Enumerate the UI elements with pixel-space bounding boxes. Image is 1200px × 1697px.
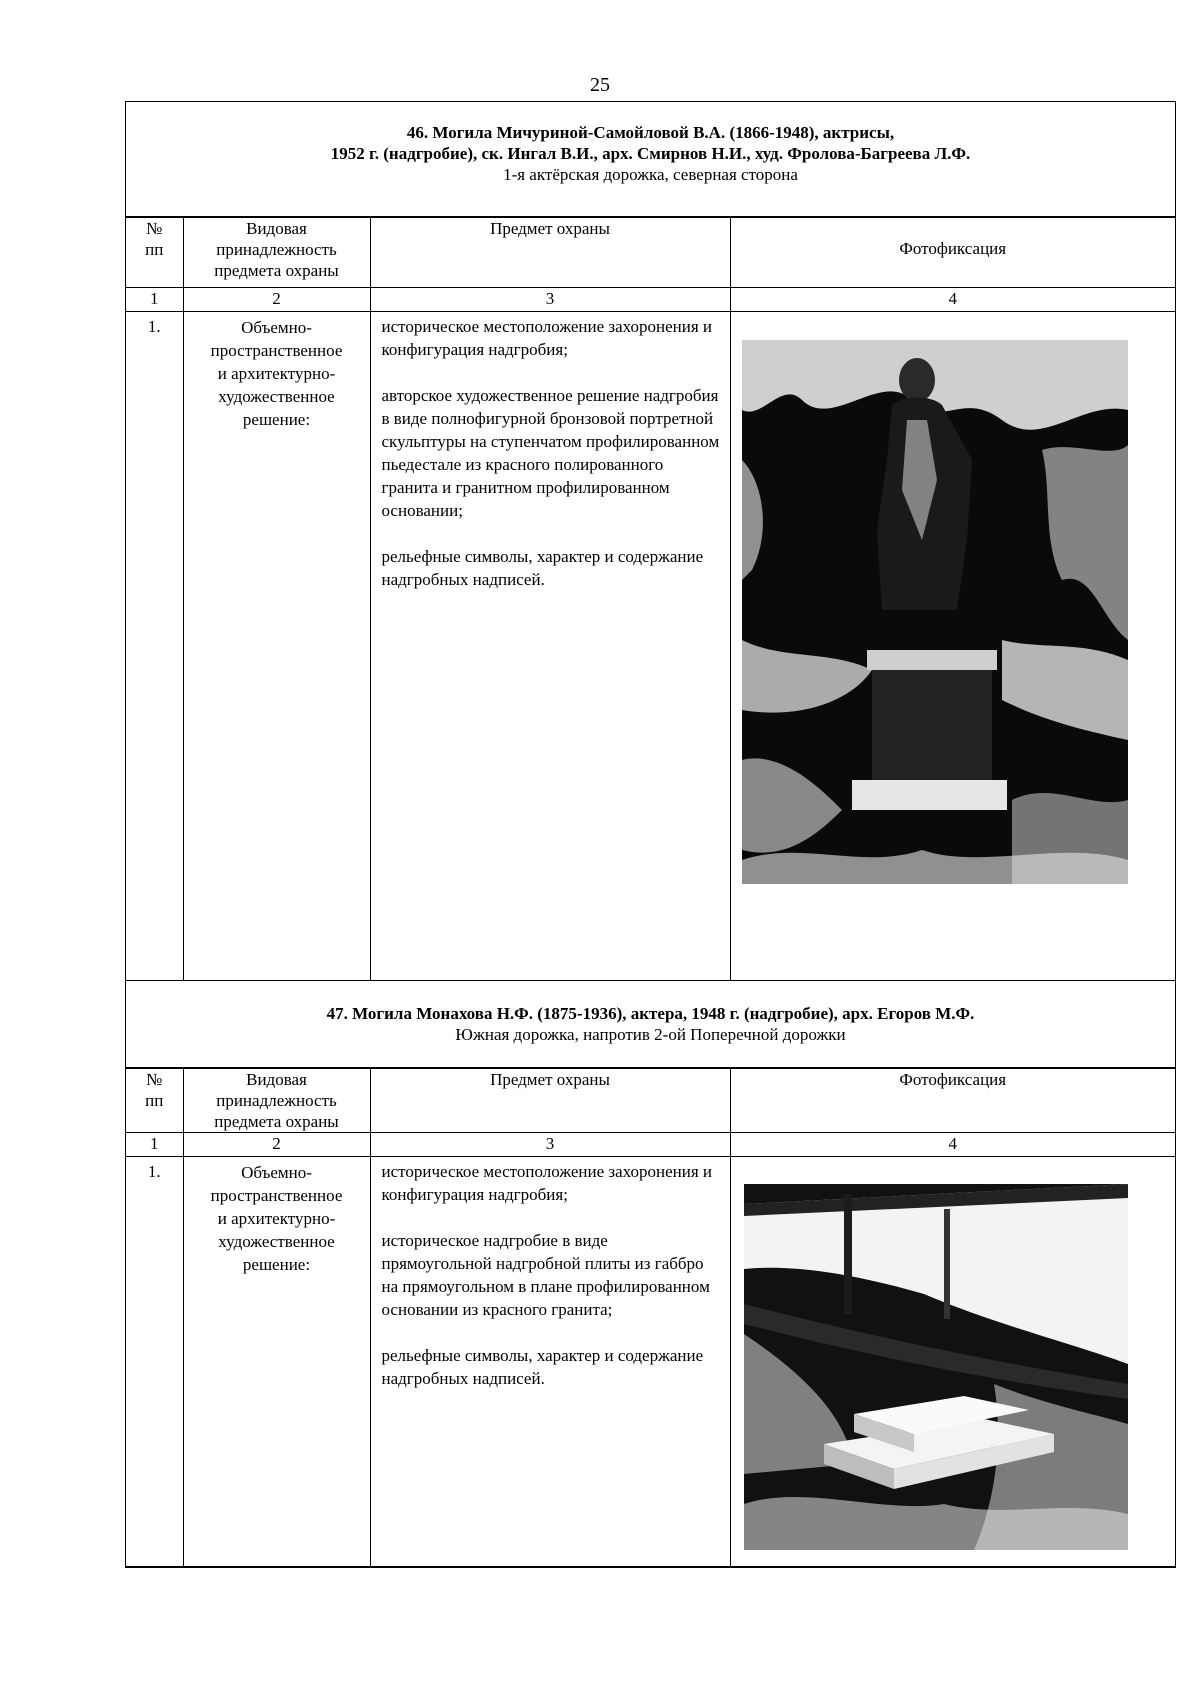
header-num: № пп: [126, 1069, 183, 1133]
col-number: 4: [730, 1133, 1175, 1157]
photo-cell: [730, 312, 1175, 981]
col-number: 4: [730, 288, 1175, 312]
table-row: [126, 312, 1175, 981]
col-number: 1: [126, 1133, 183, 1157]
row-subject: [370, 312, 730, 981]
subject-paragraph: рельефные символы, характер и содержание надгробных надписей.: [381, 547, 704, 589]
header-type: Видовая принадлежность предмета охраны: [183, 1069, 370, 1133]
col-number: 1: [126, 288, 183, 312]
col-number: 2: [183, 1133, 370, 1157]
row-number: 1.: [126, 1157, 183, 1567]
row-type: Объемно- пространственное и архитектурно- художественное решение:: [183, 312, 370, 981]
grave-slab-photo: [744, 1184, 1128, 1550]
section-header-46: [126, 102, 1175, 217]
col-number: 3: [370, 1133, 730, 1157]
header-num: № пп: [126, 218, 183, 288]
section-location: 1-я актёрская дорожка, северная сторона: [503, 165, 798, 184]
photo-cell: [730, 1157, 1175, 1567]
column-number-row: [126, 1133, 1175, 1157]
header-subject: Предмет охраны: [370, 218, 730, 288]
section-title-line2: 1952 г. (надгробие), ск. Ингал В.И., арх. Смирнов Н.И., худ. Фролова-Багреева Л.Ф.: [330, 144, 971, 163]
row-number: 1.: [126, 312, 183, 981]
monument-photo: [742, 340, 1128, 884]
subject-paragraph: историческое местоположение захоронения и конфигурация надгробия;: [381, 1162, 712, 1204]
subject-paragraph: историческое местоположение захоронения и конфигурация надгробия;: [381, 317, 712, 359]
section-header-47: [126, 981, 1175, 1068]
column-number-row: [126, 288, 1175, 312]
subject-paragraph: рельефные символы, характер и содержание надгробных надписей.: [381, 1346, 704, 1388]
section-title-line1: 47. Могила Монахова Н.Ф. (1875-1936), актера, 1948 г. (надгробие), арх. Егоров М.Ф.: [326, 1004, 975, 1023]
section-table-46: [126, 217, 1175, 981]
header-subject: Предмет охраны: [370, 1069, 730, 1133]
row-type: Объемно- пространственное и архитектурно- художественное решение:: [183, 1157, 370, 1567]
col-number: 2: [183, 288, 370, 312]
col-number: 3: [370, 288, 730, 312]
header-photo: Фотофиксация: [730, 1069, 1175, 1133]
section-location: Южная дорожка, напротив 2-ой Поперечной дорожки: [455, 1025, 846, 1044]
section-table-47: [126, 1068, 1175, 1567]
section-title-line1: 46. Могила Мичуриной-Самойловой В.А. (1866-1948), актрисы,: [406, 123, 895, 142]
table-row: [126, 1157, 1175, 1567]
row-subject: [370, 1157, 730, 1567]
subject-paragraph: историческое надгробие в виде прямоугольной надгробной плиты из габбро на прямоугольном в плане профилированном основании из красного гранита;: [381, 1231, 710, 1319]
column-header-row: [126, 218, 1175, 288]
header-photo: Фотофиксация: [730, 218, 1175, 288]
header-type: Видовая принадлежность предмета охраны: [183, 218, 370, 288]
column-header-row: [126, 1069, 1175, 1133]
subject-paragraph: авторское художественное решение надгробия в виде полнофигурной бронзовой портретной скульптуры на ступенчатом профилированном пьедестале из красного полированного гранита и гранитном профилированном основании;: [381, 386, 720, 520]
page-number: 25: [590, 74, 610, 96]
heritage-table: [125, 101, 1176, 1568]
